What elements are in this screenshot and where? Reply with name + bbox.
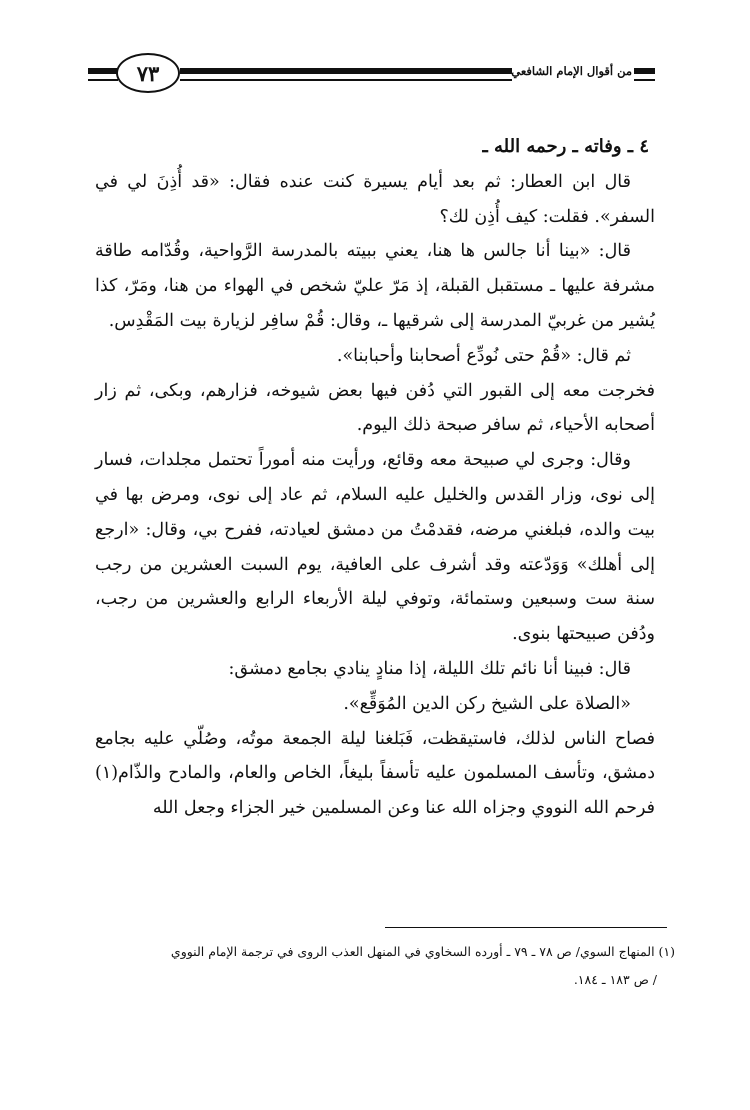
header-rule xyxy=(634,79,655,81)
paragraph: قال ابن العطار: ثم بعد أيام يسيرة كنت عنده فقال: «قد أُذِنَ لي في السفر». فقلت: كيف أُذِن لك؟ xyxy=(95,171,655,227)
footnotes xyxy=(95,938,675,994)
section-heading: ٤ ـ وفاته ـ رحمه الله ـ xyxy=(482,136,649,157)
page-number: ٧٣ xyxy=(116,53,180,93)
paragraph: فصاح الناس لذلك، فاستيقظت، فَبَلغنا ليلة الجمعة موتُه، وصُلّي عليه بجامع دمشق، وتأسف المسلمون عليه تأسفاً بليغاً، الخاص والعام، والمادح والذّام(١) فرحم الله النووي وجزاه الله عنا وعن المسلمين خير الجزاء وجعل الله xyxy=(95,728,655,819)
footnote-line: (١) المنهاج السوي/ ص ٧٨ ـ ٧٩ ـ أورده السخاوي في المنهل العذب الروى في ترجمة الإمام النووي xyxy=(170,944,675,959)
running-title: من أقوال الإمام الشافعي xyxy=(511,64,632,78)
paragraph: ثم قال: «قُمْ حتى نُودِّع أصحابنا وأحبابنا». xyxy=(336,345,631,366)
header-rule xyxy=(180,68,512,74)
quoted-call: «الصلاة على الشيخ ركن الدين المُوَقِّع». xyxy=(343,693,631,714)
page-body xyxy=(95,130,655,826)
paragraph: وقال: وجرى لي صبيحة معه وقائع، ورأيت منه أموراً تحتمل مجلدات، فسار إلى نوى، وزار القدس والخليل عليه السلام، ثم عاد إلى نوى، ومرض بها في بيت والده، فبلغني مرضه، فقدمْتُ من دمشق لعيادته، ففرح بي، وقال: «ارجع إلى أهلك» وَوَدّعته وقد أشرف على العافية، يوم السبت العشرين من رجب سنة ست وسبعين وستمائة، وتوفي ليلة الأربعاء الرابع والعشرين من رجب، ودُفن صبيحتها بنوى. xyxy=(95,450,655,645)
footnote-line: / ص ١٨٣ ـ ١٨٤. xyxy=(573,972,657,987)
header-rule xyxy=(634,68,655,74)
paragraph: فخرجت معه إلى القبور التي دُفن فيها بعض شيوخه، فزارهم، وبكى، ثم زار أصحابه الأحياء، ثم سافر صبحة ذلك اليوم. xyxy=(95,380,655,436)
header-rule xyxy=(180,79,512,81)
paragraph: قال: فبينا أنا نائم تلك الليلة، إذا منادٍ ينادي بجامع دمشق: xyxy=(228,658,631,679)
page-header xyxy=(88,52,655,100)
footnote-separator xyxy=(385,927,667,928)
paragraph: قال: «بينا أنا جالس ها هنا، يعني ببيته بالمدرسة الرَّواحية، وقُدّامه طاقة مشرفة عليها ـ مستقبل القبلة، إذ مَرّ عليّ شخص في الهواء من هنا، ومَرّ، كذا يُشير من غربيّ المدرسة إلى شرقيها ـ، وقال: قُمْ سافِر لزيارة بيت المَقْدِس. xyxy=(95,241,655,331)
header-rule xyxy=(88,68,118,74)
header-rule xyxy=(88,79,118,81)
